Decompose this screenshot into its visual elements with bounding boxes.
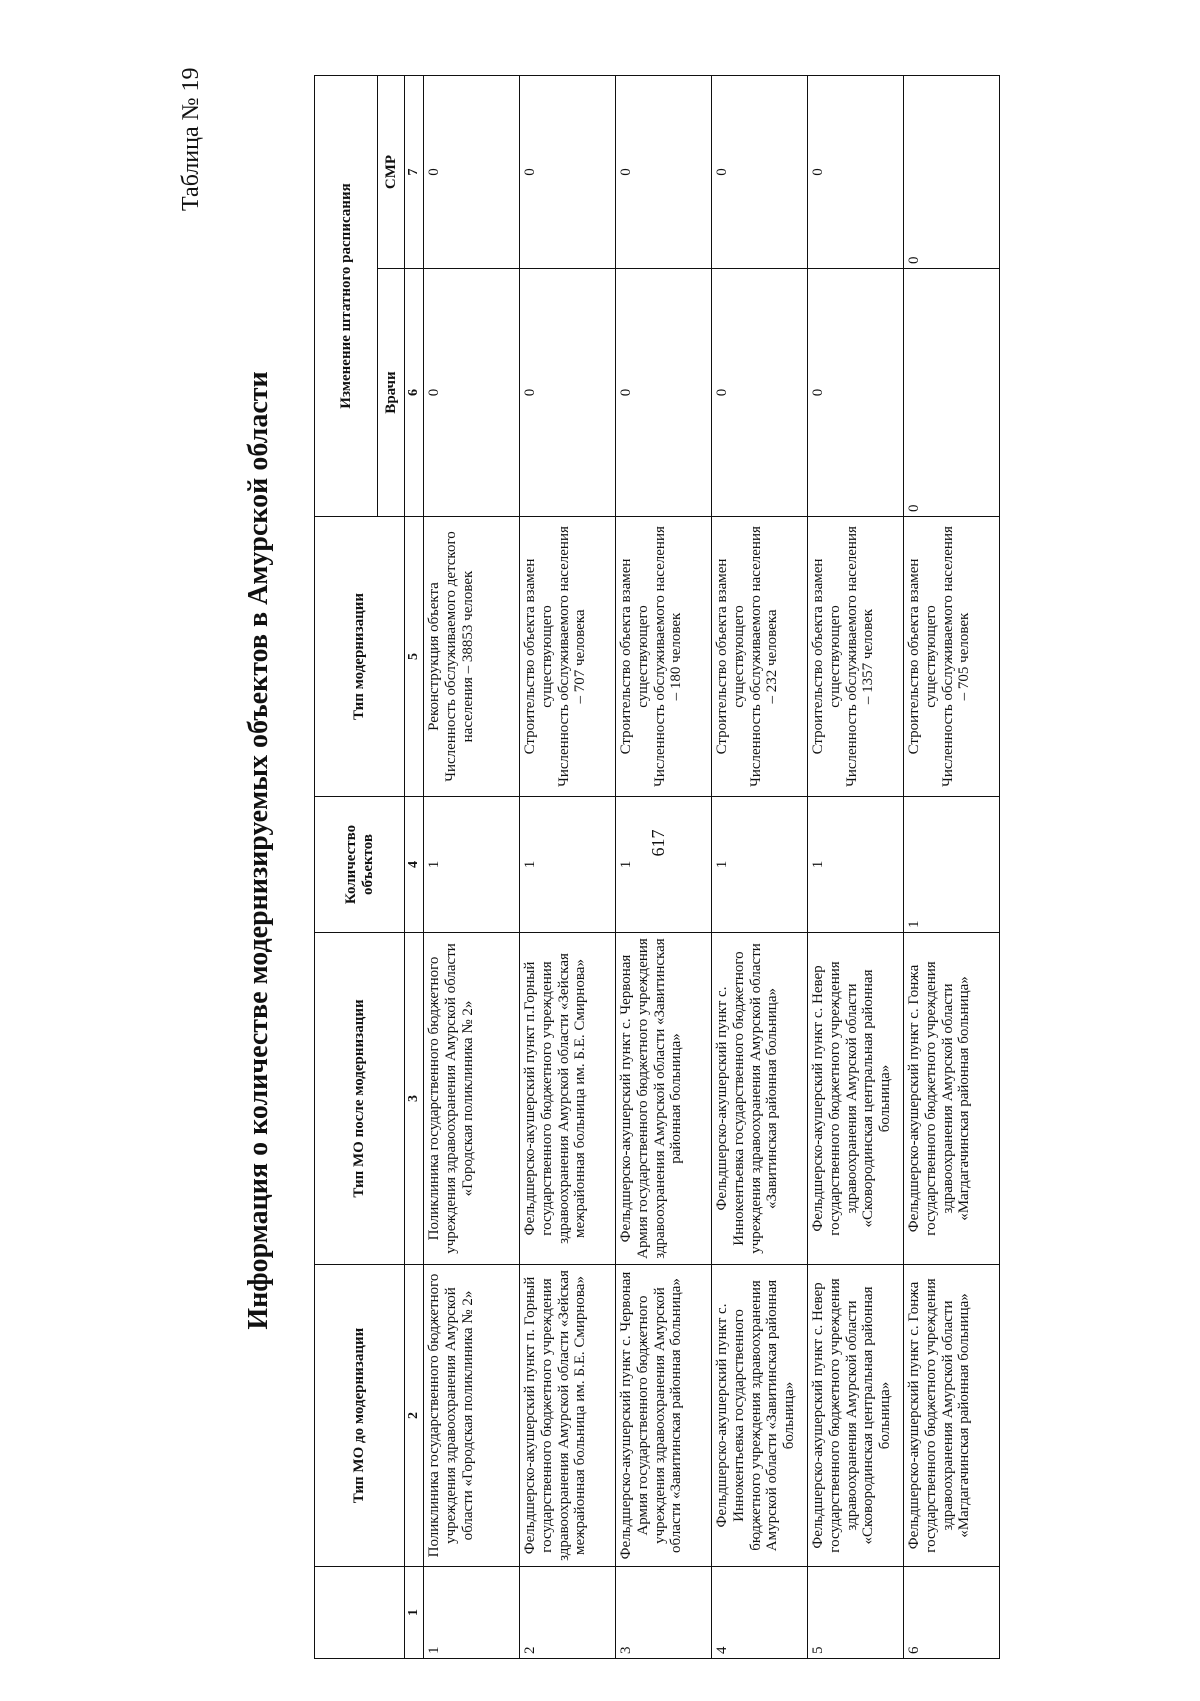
object-count-cell: 1 <box>520 797 616 933</box>
modernization-kind: Реконструкция объекта <box>426 582 442 731</box>
header-type-after: Тип МО после модернизации <box>315 933 405 1265</box>
column-number: 6 <box>405 269 424 517</box>
row-number: 4 <box>712 1567 808 1659</box>
doctors-change-cell: 0 <box>904 269 1000 517</box>
type-after-cell: Поликлиника государственного бюджетного учреждения здравоохранения Амурской области «Городская поликлиника № 2» <box>424 933 520 1265</box>
type-before-cell: Поликлиника государственного бюджетного учреждения здравоохранения Амурской области «Городская поликлиника № 2» <box>424 1265 520 1567</box>
smr-change-cell: 0 <box>520 76 616 269</box>
smr-change-cell: 0 <box>904 76 1000 269</box>
type-after-cell: Фельдшерско-акушерский пункт с. Иннокентьевка государственного бюджетного учреждения здравоохранения Амурской области «Завитинская районная больница» <box>712 933 808 1265</box>
served-population: Численность обслуживаемого детского населения – 38853 человек <box>442 531 476 782</box>
document-title: Информация о количестве модернизируемых объектов в Амурской области <box>243 371 274 1330</box>
table-header-row <box>315 76 378 1659</box>
header-number <box>315 1567 405 1659</box>
column-number: 5 <box>405 517 424 797</box>
smr-change-cell: 0 <box>424 76 520 269</box>
modernization-type-cell <box>808 517 904 797</box>
doctors-change-cell: 0 <box>712 269 808 517</box>
served-population: Численность обслуживаемого населения – 707 человека <box>555 526 589 787</box>
type-after-cell: Фельдшерско-акушерский пункт п.Горный государственного бюджетного учреждения здравоохранения Амурской области «Зейская межрайонная больница им. Б.Е. Смирнова» <box>520 933 616 1265</box>
column-number: 3 <box>405 933 424 1265</box>
smr-change-cell: 0 <box>616 76 712 269</box>
doctors-change-cell: 0 <box>616 269 712 517</box>
modernization-type-cell <box>520 517 616 797</box>
table-row <box>424 76 520 1659</box>
type-before-cell: Фельдшерско-акушерский пункт с. Червоная Армия государственного бюджетного учреждения здравоохранения Амурской области «Завитинская районная больница» <box>616 1265 712 1567</box>
row-number: 6 <box>904 1567 1000 1659</box>
modernization-kind: Строительство объекта взамен существующего <box>522 558 555 755</box>
header-staff-change: Изменение штатного расписания <box>315 76 378 517</box>
modernization-kind: Строительство объекта взамен существующего <box>714 558 747 755</box>
object-count-cell: 1 <box>424 797 520 933</box>
column-number: 4 <box>405 797 424 933</box>
type-before-cell: Фельдшерско-акушерский пункт п. Горный государственного бюджетного учреждения здравоохранения Амурской области «Зейская межрайонная больница им. Б.Е. Смирнова» <box>520 1265 616 1567</box>
table-caption: Таблица № 19 <box>178 67 204 211</box>
smr-change-cell: 0 <box>712 76 808 269</box>
modernization-kind: Строительство объекта взамен существующего <box>810 558 843 755</box>
table-row <box>616 76 712 1659</box>
doctors-change-cell: 0 <box>424 269 520 517</box>
served-population: Численность обслуживаемого населения – 1357 человек <box>843 526 877 787</box>
column-number: 7 <box>405 76 424 269</box>
type-before-cell: Фельдшерско-акушерский пункт с. Гонжа государственного бюджетного учреждения здравоохранения Амурской области «Магдагачинская районная больница» <box>904 1265 1000 1567</box>
row-number: 2 <box>520 1567 616 1659</box>
type-before-cell: Фельдшерско-акушерский пункт с. Иннокентьевка государственного бюджетного учреждения здравоохранения Амурской области «Завитинская районная больница» <box>712 1265 808 1567</box>
column-numbers-row <box>405 76 424 1659</box>
table-row <box>904 76 1000 1659</box>
column-number: 2 <box>405 1265 424 1567</box>
smr-change-cell: 0 <box>808 76 904 269</box>
type-after-cell: Фельдшерско-акушерский пункт с. Червоная Армия государственного бюджетного учреждения здравоохранения Амурской области «Завитинская районная больница» <box>616 933 712 1265</box>
modernization-type-cell <box>424 517 520 797</box>
header-type-before: Тип МО до модернизации <box>315 1265 405 1567</box>
served-population: Численность обслуживаемого населения – 180 человек <box>651 526 685 787</box>
served-population: Численность обслуживаемого населения – 232 человека <box>747 526 781 787</box>
type-before-cell: Фельдшерско-акушерский пункт с. Невер государственного бюджетного учреждения здравоохранения Амурской области «Сковородинская центральная районная больница» <box>808 1265 904 1567</box>
modernization-type-cell <box>904 517 1000 797</box>
column-number: 1 <box>405 1567 424 1659</box>
row-number: 5 <box>808 1567 904 1659</box>
modernization-kind: Строительство объекта взамен существующего <box>618 558 651 755</box>
table-row <box>520 76 616 1659</box>
row-number: 3 <box>616 1567 712 1659</box>
header-object-count: Количество объектов <box>315 797 405 933</box>
modernization-table <box>314 75 1000 1659</box>
modernization-kind: Строительство объекта взамен существующего <box>906 558 939 755</box>
header-doctors: Врачи <box>378 269 405 517</box>
modernization-type-cell <box>616 517 712 797</box>
object-count-cell: 1 <box>616 797 712 933</box>
object-count-cell: 1 <box>904 797 1000 933</box>
header-modernization-type: Тип модернизации <box>315 517 405 797</box>
object-count-cell: 1 <box>712 797 808 933</box>
served-population: Численность обслуживаемого населения – 705 человек <box>939 526 973 787</box>
table-row <box>712 76 808 1659</box>
object-count-cell: 1 <box>808 797 904 933</box>
type-after-cell: Фельдшерско-акушерский пункт с. Невер государственного бюджетного учреждения здравоохранения Амурской области «Сковородинская центральная районная больница» <box>808 933 904 1265</box>
page-number: 617 <box>648 829 668 857</box>
modernization-type-cell <box>712 517 808 797</box>
table-row <box>808 76 904 1659</box>
type-after-cell: Фельдшерско-акушерский пункт с. Гонжа государственного бюджетного учреждения здравоохранения Амурской области «Магдагачинская районная больница» <box>904 933 1000 1265</box>
doctors-change-cell: 0 <box>808 269 904 517</box>
doctors-change-cell: 0 <box>520 269 616 517</box>
header-smr: СМР <box>378 76 405 269</box>
row-number: 1 <box>424 1567 520 1659</box>
